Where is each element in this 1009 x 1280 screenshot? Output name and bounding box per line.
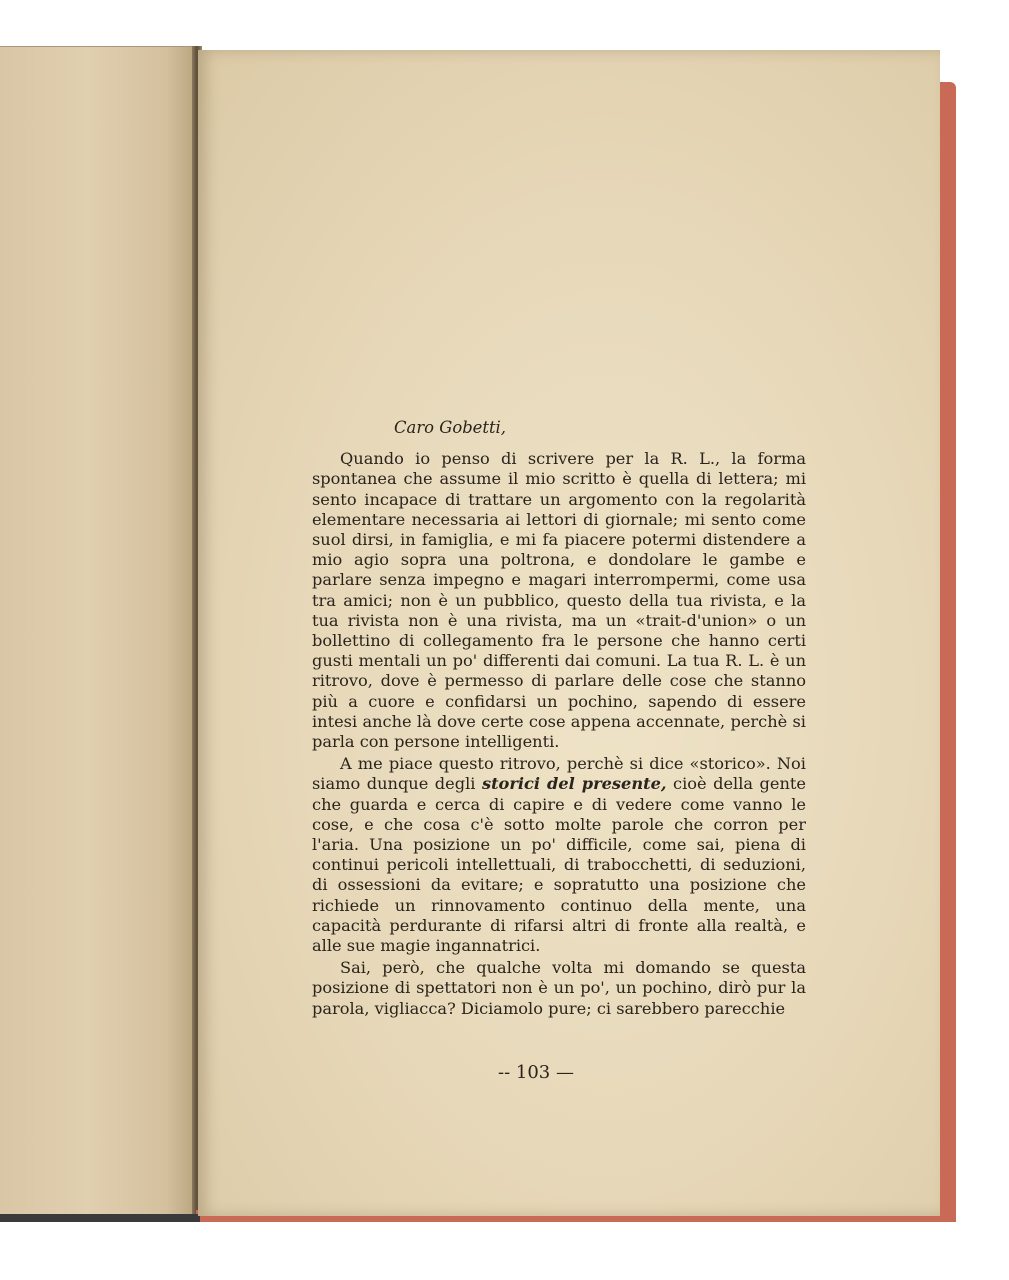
paragraph-2 [312,754,806,956]
left-page [0,46,196,1219]
page-number: -- 103 — [498,1062,574,1083]
paragraph-2-end: cioè della gente che guarda e cerca di capire e di vedere come vanno le cose, e che cosa c'è sotto molte parole che corron per l'aria. Una posizione un po' difficile, come sai, piena di continui pericoli intellettuali, di trabocchetti, di seduzioni, di ossessioni da evitare; e sopratutto una posizione che richiede un rinnovamento continuo della mente, una capacità perdurante di rifarsi altri di fronte alla realtà, e alle sue magie ingannatrici. [312,774,806,956]
paragraph-3: Sai, però, che qualche volta mi domando se questa posizione di spettatori non è un po', un pochino, dirò pur la parola, vigliacca? Diciamolo pure; ci sarebbero parecchie [312,958,806,1018]
paragraph-2-start: A me piace questo ritrovo, perchè si dice «storico». Noi siamo dunque degli [312,754,806,794]
salutation: Caro Gobetti, [394,418,507,437]
letter-text [312,418,806,1019]
paragraph-1: Quando io penso di scrivere per la R. L., la forma spontanea che assume il mio scritto è quella di lettera; mi sento incapace di trattare un argomento con la regolarità elementare necessaria ai lettori di giornale; mi sento come suol dirsi, in famiglia, e mi fa piacere potermi distendere a mio agio sopra una poltrona, e dondolare le gambe e parlare senza impegno e magari interrompermi, come usa tra amici; non è un pubblico, questo della tua rivista, e la tua rivista non è una rivista, ma un «trait-d'union» o un bollettino di collegamento fra le persone che hanno certi gusti mentali un po' differenti dai comuni. La tua R. L. è un ritrovo, dove è permesso di parlare delle cose che stanno più a cuore e confidarsi un pochino, sapendo di essere intesi anche là dove certe cose appena accennate, perchè si parla con persone intelligenti. [312,449,806,752]
paragraph-2-emphasis: storici del presente, [481,774,667,794]
book-bottom-shadow [0,1214,200,1222]
